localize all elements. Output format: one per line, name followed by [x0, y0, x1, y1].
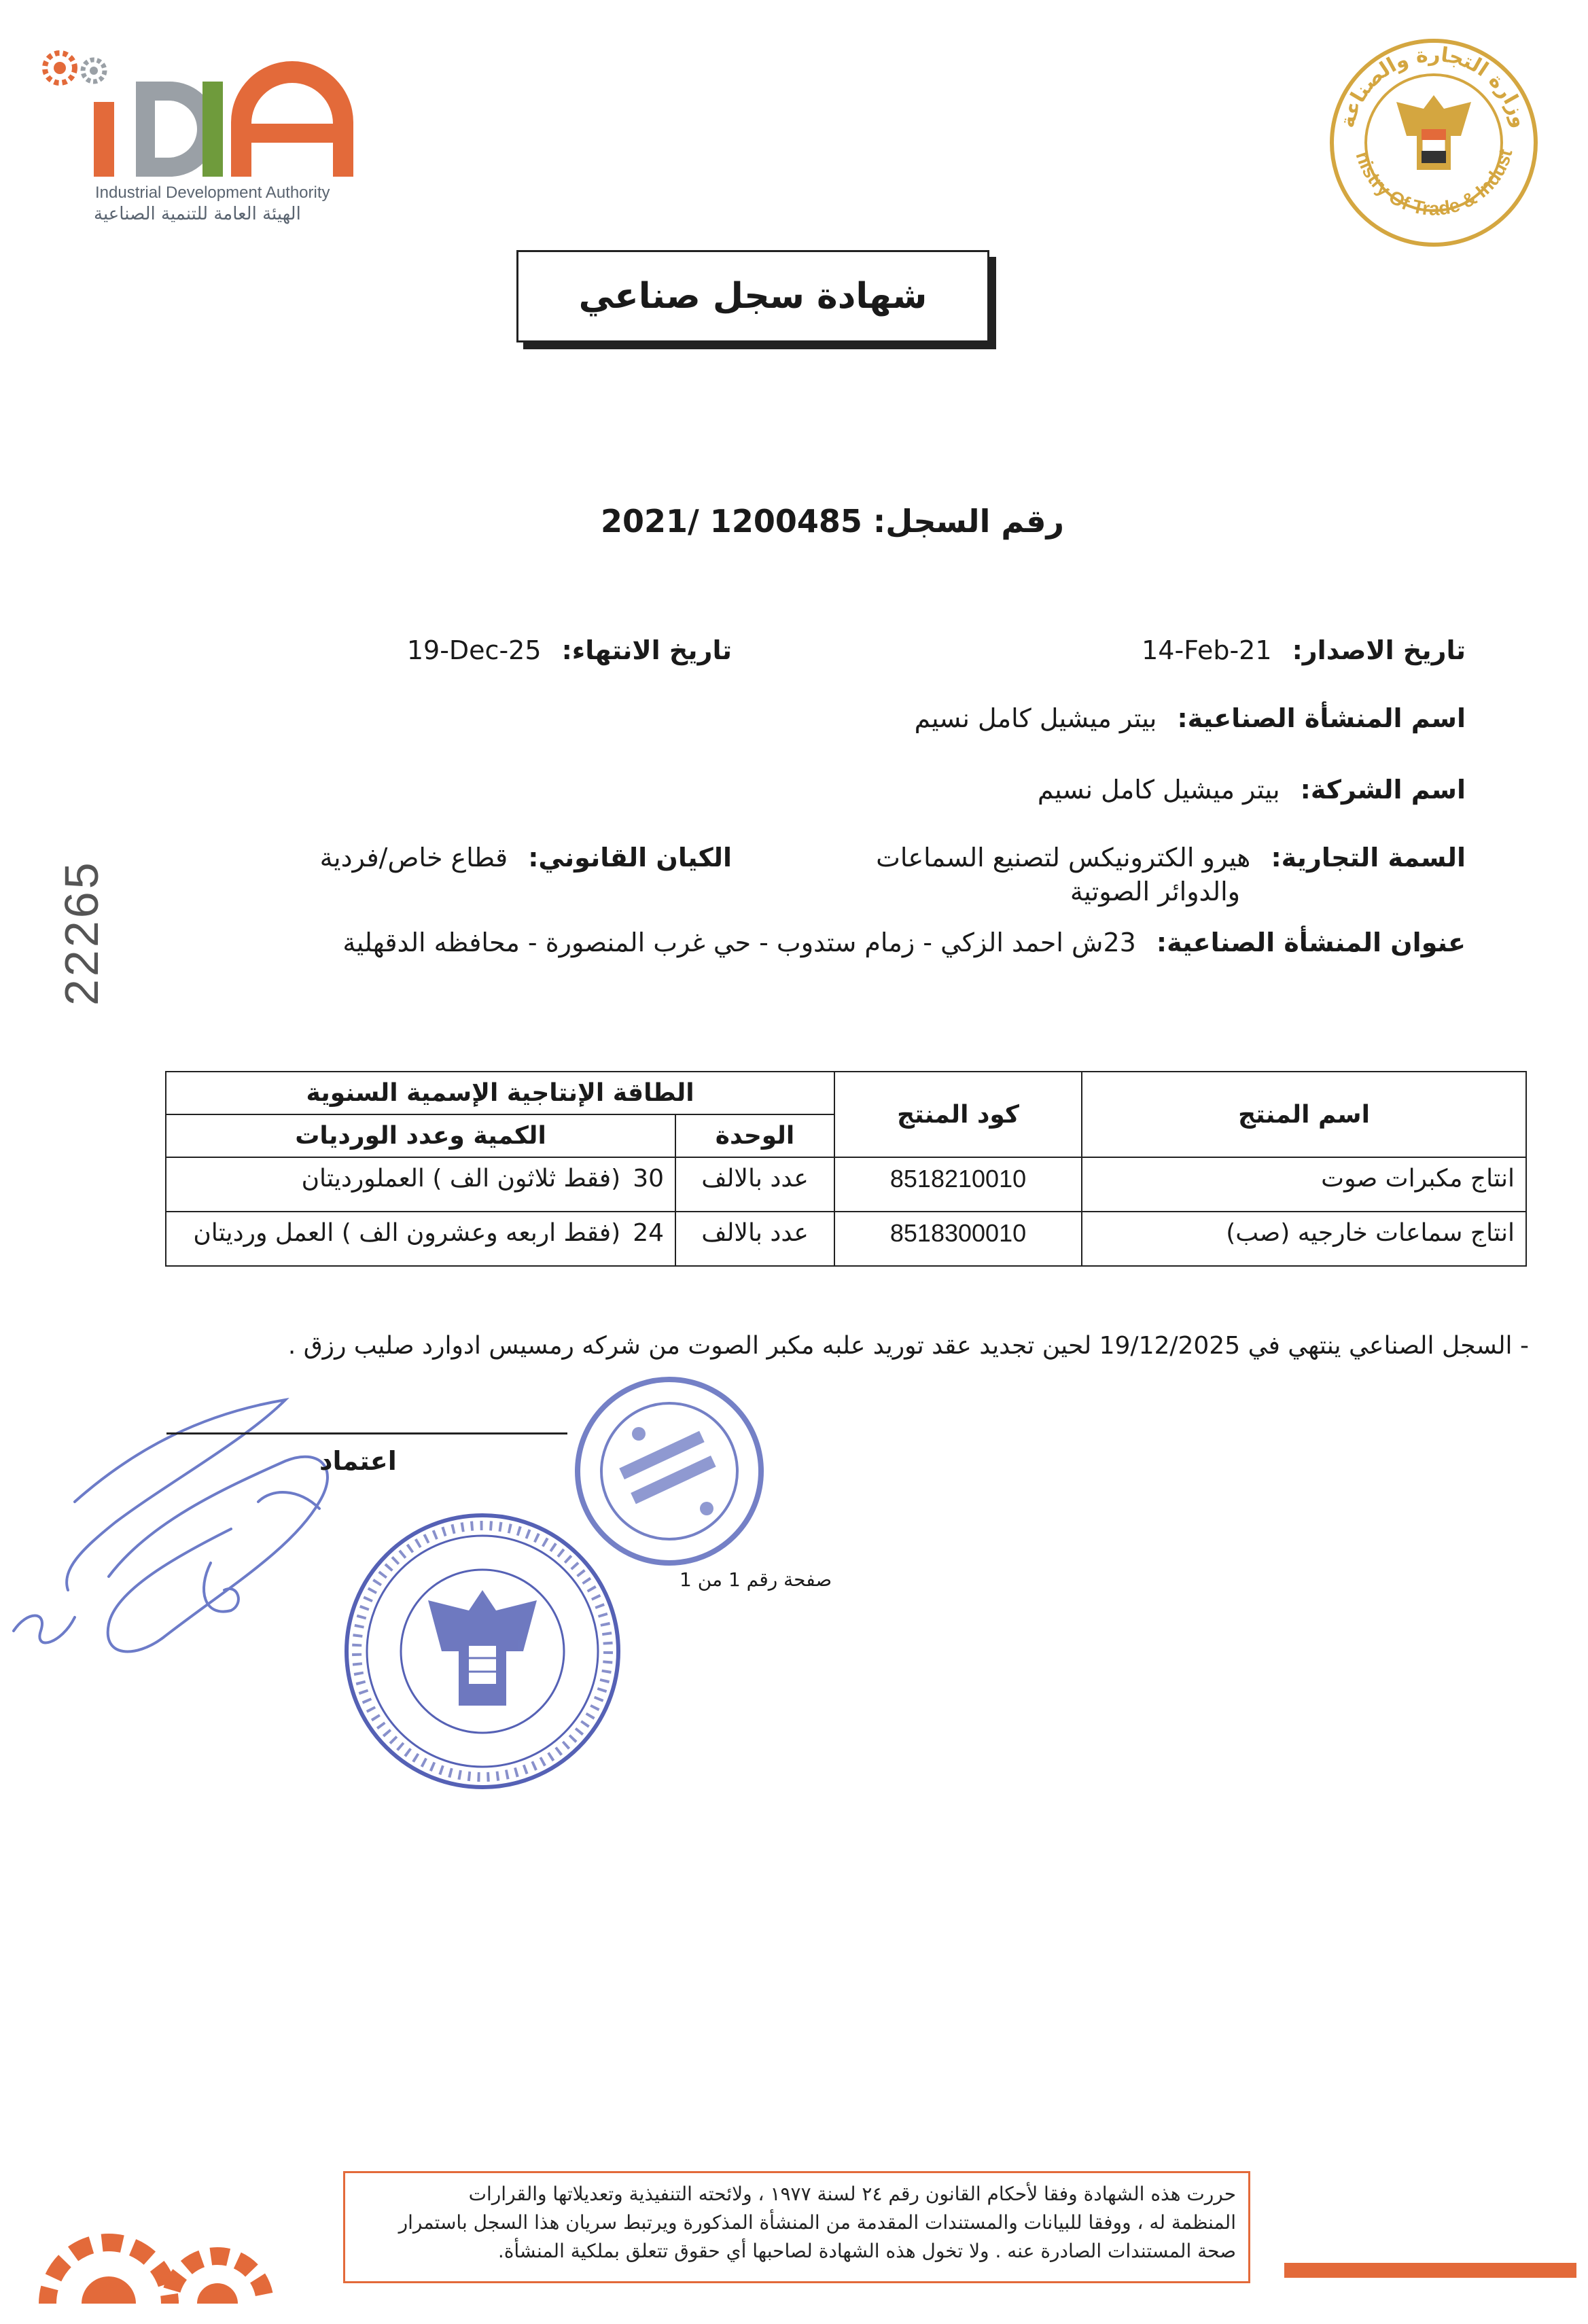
header-unit: الوحدة — [675, 1114, 834, 1157]
certificate-title-box — [516, 250, 989, 342]
facility-name-row — [915, 703, 1466, 733]
facility-name-label: اسم المنشأة الصناعية: — [1177, 703, 1466, 733]
footer-text-line: حررت هذه الشهادة وفقا لأحكام القانون رقم ٢٤ لسنة ١٩٧٧ ، ولائحته التنفيذية وتعديلاتها والقرارات — [468, 2183, 1236, 2205]
ida-name-ar: الهيئة العامة للتنمية الصناعية — [94, 204, 301, 224]
expiry-note: - السجل الصناعي ينتهي في 19/12/2025 لحين تجديد عقد توريد علبه مكبر الصوت من شركه رمسيس ادوارد صليب رزق . — [287, 1332, 1529, 1360]
side-serial-number: 22265 — [55, 860, 108, 1006]
registration-label: رقم السجل: — [872, 503, 1065, 540]
header-quantity-shifts: الكمية وعدد الورديات — [166, 1114, 675, 1157]
cell-quantity-text: (فقط اربعه وعشرون الف ) العمل ورديتان — [193, 1219, 621, 1247]
legal-entity-value: قطاع خاص/فردية — [319, 843, 508, 873]
expiry-date-label: تاريخ الانتهاء: — [561, 635, 732, 665]
trade-name-row — [876, 843, 1466, 873]
issue-date-label: تاريخ الاصدار: — [1292, 635, 1466, 665]
footer-accent-bar — [1284, 2263, 1576, 2278]
table-row — [166, 1212, 1526, 1266]
page-number: صفحة رقم 1 من 1 — [680, 1568, 832, 1591]
footer-text-line: المنظمة له ، ووفقا للبيانات والمستندات المقدمة من المنشأة المذكورة ويرتبط سريان هذا السجل باستمرار — [398, 2211, 1236, 2234]
header-product-name: اسم المنتج — [1082, 1072, 1526, 1157]
approval-label: اعتماد — [319, 1446, 397, 1476]
eagle-emblem-icon — [1396, 95, 1471, 170]
seal-text-en: nistry Of Trade & Indust — [1352, 147, 1517, 219]
cell-product-name: انتاج مكبرات صوت — [1082, 1157, 1526, 1212]
ida-name-en: Industrial Development Authority — [95, 183, 330, 202]
cell-quantity-number: 24 — [633, 1219, 664, 1247]
footer-text-line: صحة المستندات الصادرة عنه . ولا تخول هذه الشهادة لصاحبها أي حقوق تتعلق بملكية المنشأة. — [497, 2240, 1236, 2262]
facility-address-label: عنوان المنشأة الصناعية: — [1156, 928, 1466, 957]
official-round-stamp — [340, 1509, 625, 1794]
facility-address-row — [342, 928, 1466, 957]
cell-quantity — [166, 1157, 675, 1212]
cell-quantity — [166, 1212, 675, 1266]
facility-name-value: بيتر ميشيل كامل نسيم — [914, 703, 1157, 733]
eagle-emblem-icon — [428, 1590, 537, 1706]
cell-product-code: 8518300010 — [834, 1212, 1082, 1266]
registration-value: 2021/ 1200485 — [600, 503, 862, 540]
legal-entity-label: الكيان القانوني: — [528, 843, 732, 873]
footer-legal-text — [343, 2171, 1250, 2283]
table-row — [166, 1157, 1526, 1212]
registration-number — [408, 503, 1257, 540]
facility-address-value: 23ش احمد الزكي - زمام ستدوب - حي غرب المنصورة - محافظه الدقهلية — [342, 928, 1136, 957]
approval-line — [166, 1432, 567, 1434]
issue-date-value: 14-Feb-21 — [1142, 635, 1272, 665]
ministry-seal — [1325, 34, 1542, 251]
certificate-title: شهادة سجل صناعي — [578, 276, 928, 317]
footer-gear-icon — [34, 2161, 279, 2304]
seal-text-ar: وزارة التجارة والصناعة — [1335, 42, 1532, 130]
cell-quantity-text: (فقط ثلاثون الف ) العملورديتان — [301, 1165, 621, 1193]
trade-name-value-line2: والدوائر الصوتية — [1070, 877, 1240, 906]
trade-name-value-line1: هيرو الكترونيكس لتصنيع السماعات — [876, 843, 1251, 873]
company-name-row — [1038, 775, 1466, 805]
header-capacity: الطاقة الإنتاجية الإسمية السنوية — [166, 1072, 834, 1114]
cell-quantity-number: 30 — [633, 1165, 664, 1193]
trade-name-label: السمة التجارية: — [1271, 843, 1466, 873]
ida-logo-graphic — [34, 41, 353, 183]
trade-name-row-continued — [1070, 877, 1240, 906]
cell-product-code: 8518210010 — [834, 1157, 1082, 1212]
expiry-date-value: 19-Dec-25 — [406, 635, 542, 665]
cell-unit: عدد بالالف — [675, 1157, 834, 1212]
ida-logo — [34, 41, 353, 238]
company-name-value: بيتر ميشيل كامل نسيم — [1037, 775, 1280, 805]
issue-date-row — [1142, 635, 1466, 665]
header-product-code: كود المنتج — [834, 1072, 1082, 1157]
expiry-date-row — [407, 635, 732, 665]
legal-entity-row — [320, 843, 732, 873]
company-name-label: اسم الشركة: — [1300, 775, 1466, 805]
cell-unit: عدد بالالف — [675, 1212, 834, 1266]
product-table — [165, 1071, 1527, 1267]
cell-product-name: انتاج سماعات خارجيه (صب) — [1082, 1212, 1526, 1266]
